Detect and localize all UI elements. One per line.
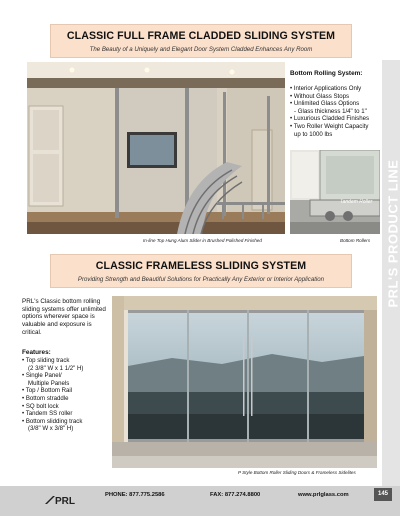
section2-subtitle: Providing Strength and Beautiful Solutions for Practically Any Exterior or Interior Application	[77, 276, 325, 283]
product-line-label: PRL'S PRODUCT LINE	[385, 159, 400, 308]
list-item: • Top sliding track	[22, 357, 70, 364]
intro-paragraph: PRL's Classic bottom rolling sliding systems offer unlimited options wherever space is valuable and exposure is critical.	[22, 298, 106, 336]
footer-phone: PHONE: 877.775.2586	[105, 492, 165, 498]
photo-frameless-sliding-doors	[112, 296, 377, 468]
section1-subtitle: The Beauty of a Uniquely and Elegant Door System Cladded Enhances Any Room	[89, 46, 313, 53]
list-item: • Interior Applications Only	[290, 85, 362, 92]
list-item: (3/8" W x 3/8" H)	[28, 425, 74, 433]
list-item: • Single Panel/	[22, 372, 62, 380]
list-item: • Luxurious Cladded Finishes	[290, 115, 370, 123]
list-item: (2 3/8" W x 1 1/2" H)	[28, 364, 84, 372]
section1-banner	[50, 24, 352, 58]
list-item: • Bottom slidding track	[22, 417, 83, 425]
section2-title: CLASSIC FRAMELESS SLIDING SYSTEM	[95, 260, 307, 272]
list-item: up to 1000 lbs	[294, 130, 333, 138]
list-item: • Tandem SS roller	[22, 410, 73, 418]
list-item: • Unlimited Glass Options	[290, 100, 360, 108]
roller-label: Tandem Roller	[340, 199, 373, 205]
bottom-rolling-title: Bottom Rolling System:	[290, 70, 363, 77]
page-number: 145	[374, 488, 392, 501]
prl-logo	[45, 493, 81, 511]
bottom-rolling-list	[290, 85, 380, 138]
svg-text:PRL: PRL	[55, 496, 75, 506]
features-list	[22, 357, 110, 433]
list-item: • Top / Bottom Rail	[22, 387, 73, 395]
list-item: • Without Glass Stops	[290, 92, 350, 100]
photo3-caption: P Style Bottom Roller Sliding Doors & Frameless Sidelites	[238, 470, 356, 475]
photo-cladded-sliding-system	[27, 62, 285, 234]
photo1-caption: In-line Top Hung Alum Slider in Brushed Polished Finished	[143, 238, 262, 243]
photo-bottom-rollers	[290, 150, 380, 234]
section2-banner	[50, 254, 352, 288]
list-item: • Bottom straddle	[22, 394, 69, 402]
footer-website[interactable]: www.prlglass.com	[298, 492, 349, 498]
list-item: - Glass thickness 1/4" to 1"	[294, 107, 367, 115]
section1-title: CLASSIC FULL FRAME CLADDED SLIDING SYSTEM	[66, 30, 336, 42]
photo2-caption: Bottom Rollers	[340, 238, 371, 243]
footer-fax: FAX: 877.274.8800	[210, 492, 261, 498]
list-item: Multiple Panels	[28, 379, 70, 387]
list-item: • SQ bolt lock	[22, 402, 59, 410]
list-item: • Two Roller Weight Capacity	[290, 122, 369, 130]
features-title: Features:	[22, 349, 51, 356]
